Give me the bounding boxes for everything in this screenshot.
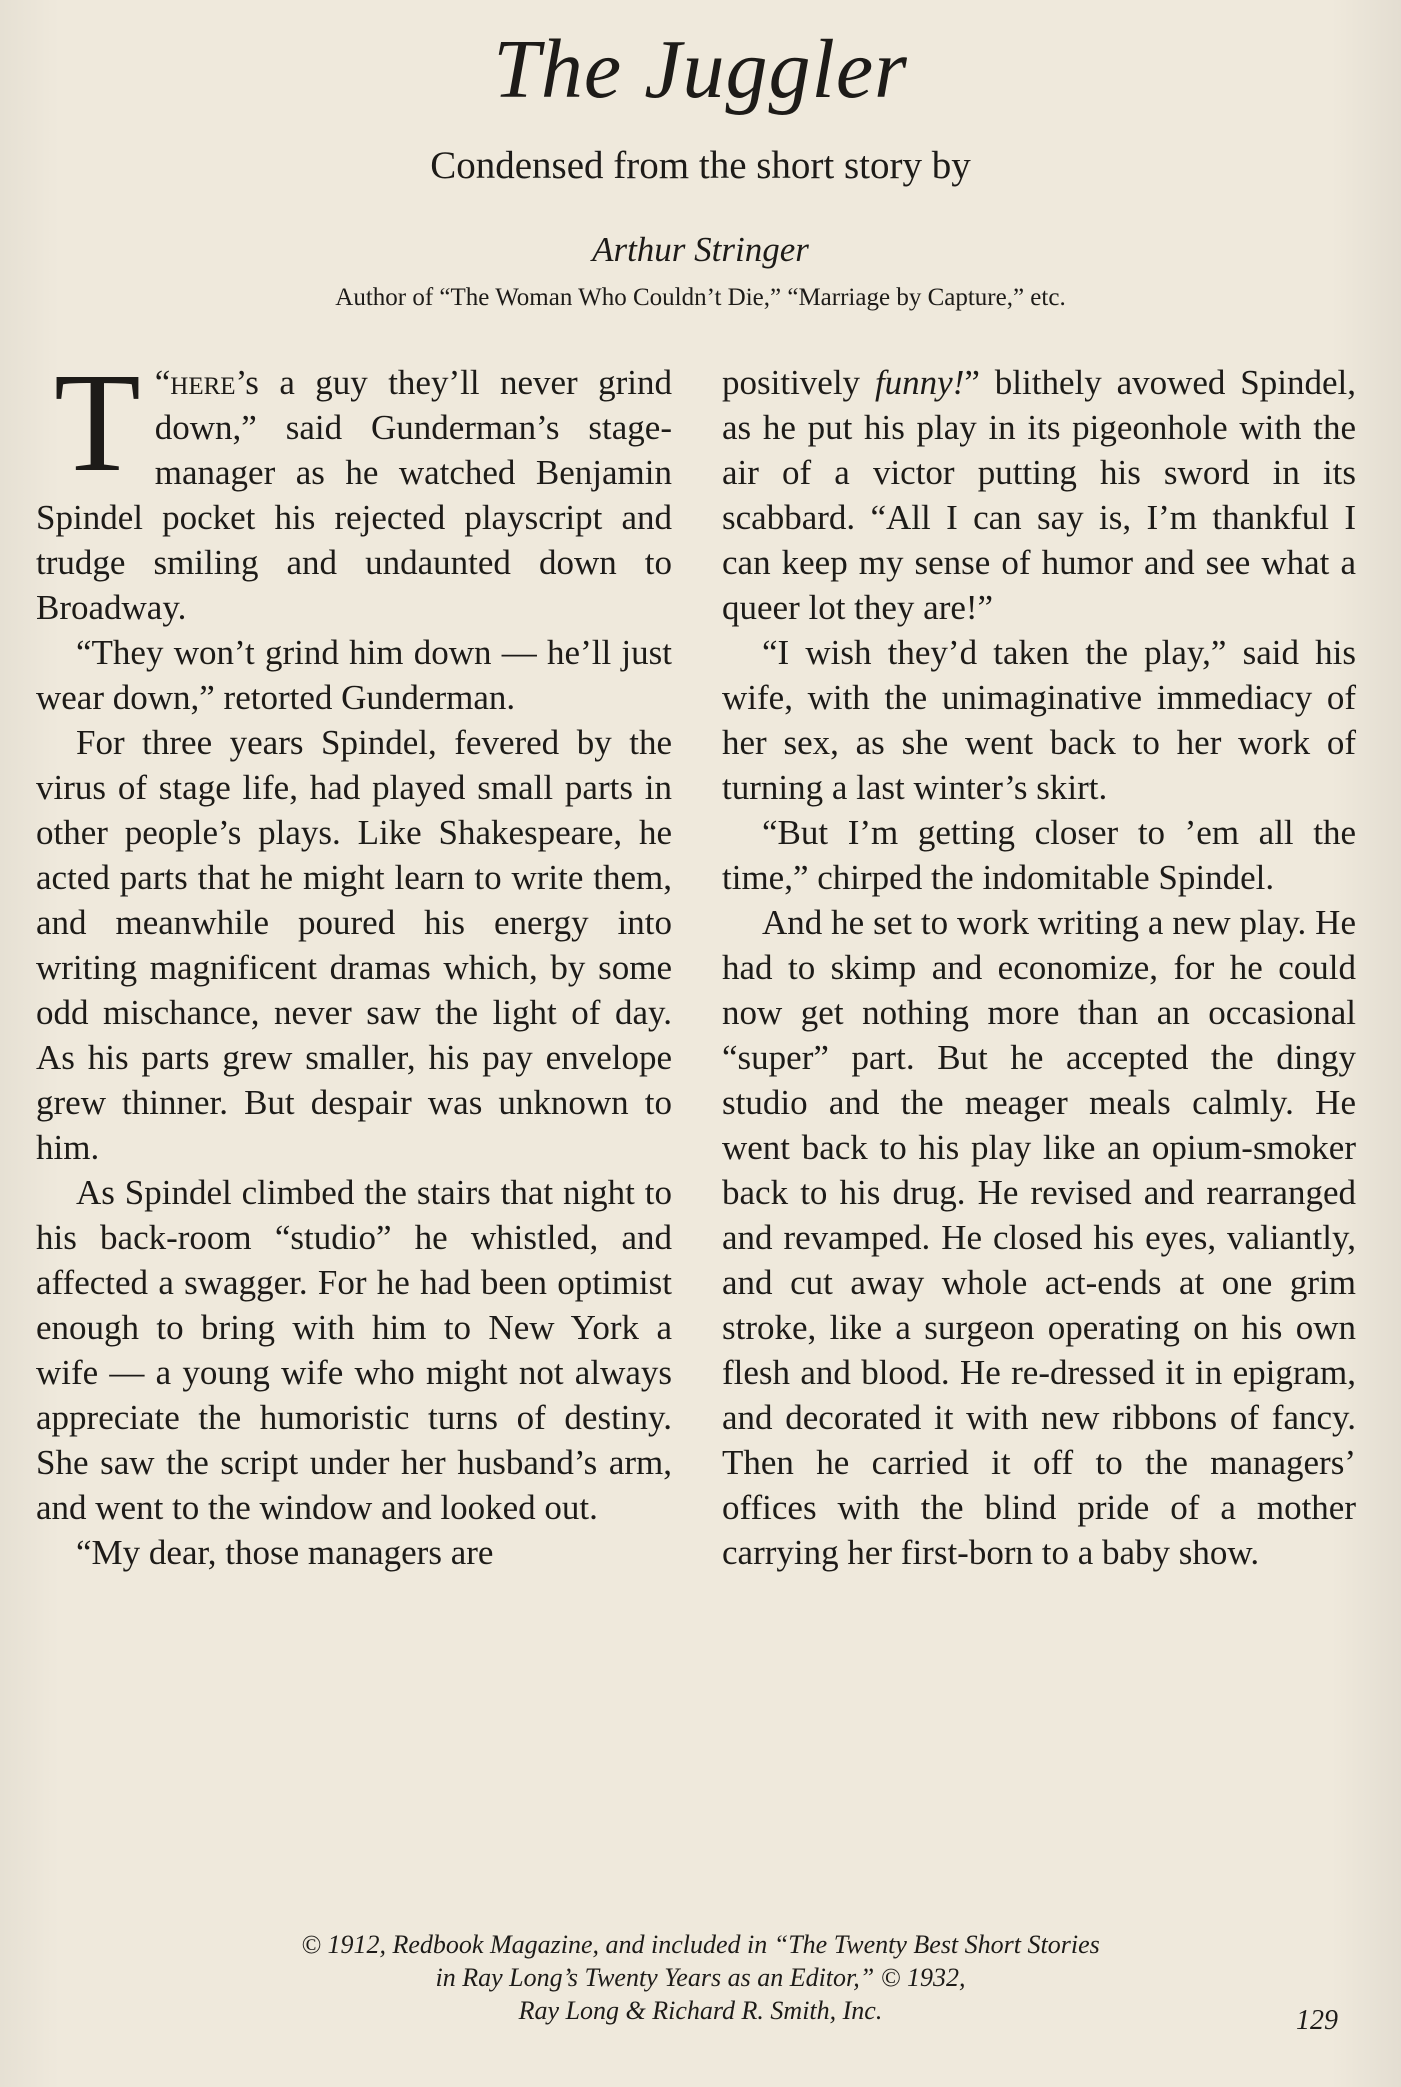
emphasis-text: funny!: [874, 363, 965, 402]
paragraph: For three years Spindel, fevered by the virus of stage life, had played small parts in other people’s plays. Like Shakespeare, he acted parts that he might learn to write them, and meanwhile poured his energy into writing magnificent dramas which, by some odd mischance, never saw the light of day. As his parts grew smaller, his pay envelope grew thinner. But despair was unknown to him.: [36, 723, 672, 1167]
paragraph: As Spindel climbed the stairs that night to his back-room “studio” he whistled, and affected a swagger. For he had been optimist enough to bring with him to New York a wife — a young wife who might not always appreciate the humoristic turns of destiny. She saw the script under her husband’s arm, and went to the window and looked out.: [36, 1173, 672, 1527]
paragraph: [722, 360, 1356, 630]
right-column: [722, 360, 1356, 1575]
paragraph: “My dear, those managers are: [76, 1533, 494, 1572]
author-name: Arthur Stringer: [592, 230, 809, 269]
story-subtitle: Condensed from the short story by: [430, 144, 971, 187]
opening-quote: “: [154, 363, 171, 402]
paragraph: And he set to work writing a new play. He had to skimp and economize, for he could now get nothing more than an occasional “super” part. But he accepted the dingy studio and the meager meals calmly. He went back to his play like an opium-smoker back to his drug. He revised and rearranged and revamped. He closed his eyes, valiantly, and cut away whole act-ends at one grim stroke, like a surgeon operating on his own flesh and blood. He re-dressed it in epigram, and decorated it with new ribbons of fancy. Then he carried it off to the managers’ offices with the blind pride of a mother carrying her first-born to a baby show.: [722, 903, 1356, 1572]
paragraph: [36, 343, 672, 630]
left-column: [36, 343, 672, 1575]
first-word: here: [170, 363, 236, 402]
copyright-line: Ray Long & Richard R. Smith, Inc.: [518, 1996, 883, 2025]
copyright-line: in Ray Long’s Twenty Years as an Editor,” © 1932,: [435, 1963, 966, 1992]
drop-cap: T: [54, 343, 141, 501]
paragraph-text: ” blithely avowed Spindel, as he put his play in its pigeonhole with the air of a victor putting his sword in its scabbard. “All I can say is, I’m thankful I can keep my sense of humor and see what a queer lot they are!”: [722, 363, 1356, 627]
paragraph: “They won’t grind him down — he’ll just wear down,” retorted Gunderman.: [36, 633, 672, 717]
copyright-line: © 1912, Redbook Magazine, and included in “The Twenty Best Short Stories: [301, 1930, 1100, 1959]
paragraph-text: positively: [722, 363, 875, 402]
author-credits: Author of “The Woman Who Couldn’t Die,” “Marriage by Capture,” etc.: [335, 284, 1066, 311]
paragraph: “I wish they’d taken the play,” said his wife, with the unimaginative immediacy of her sex, as she went back to her work of turning a last winter’s skirt.: [722, 633, 1356, 807]
paragraph: “But I’m getting closer to ’em all the time,” chirped the indomitable Spindel.: [722, 813, 1356, 897]
copyright-footer: [0, 1928, 1401, 2027]
page-number: 129: [1296, 2005, 1338, 2036]
paragraph-text: ’s a guy they’ll never grind down,” said Gunderman’s stage-manager as he watched Benjamin Spindel pocket his rejected playscript and trudge smiling and undaunted down to Broadway.: [36, 363, 672, 627]
story-title: The Juggler: [493, 23, 908, 116]
